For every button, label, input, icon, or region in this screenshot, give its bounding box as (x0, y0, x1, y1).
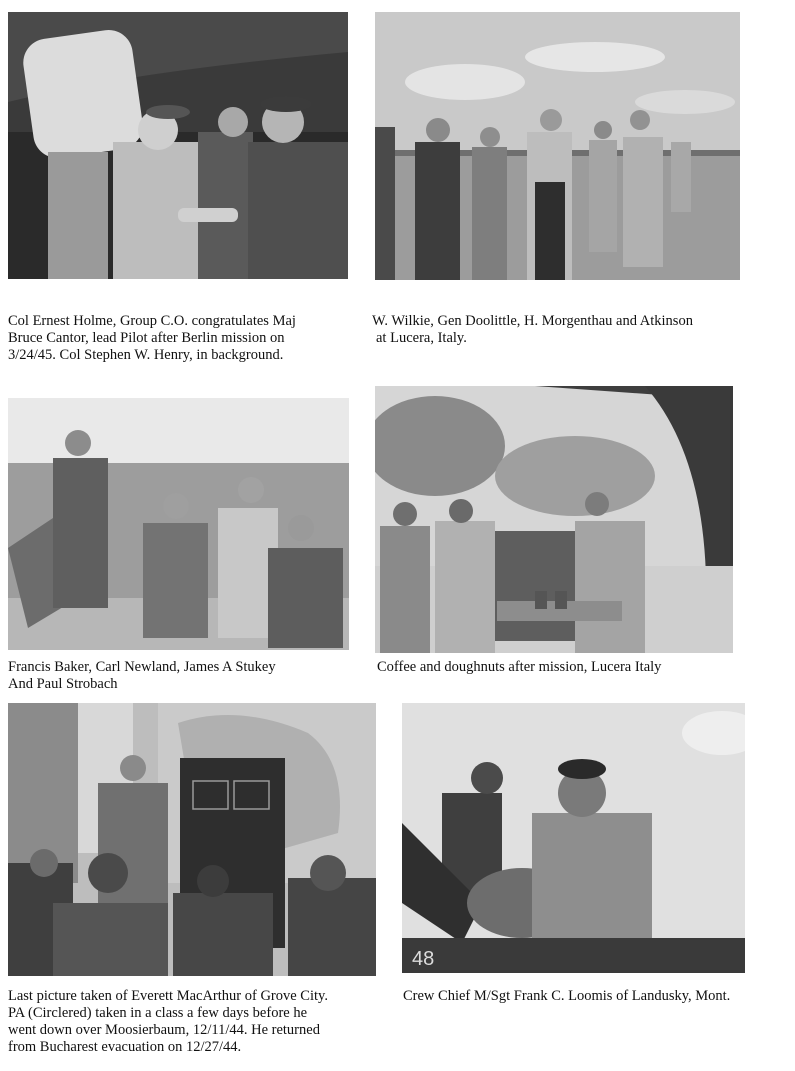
caption-line: And Paul Strobach (8, 676, 118, 692)
caption-macarthur-class (8, 988, 328, 1056)
caption-line: Coffee and doughnuts after mission, Lucera Italy (377, 659, 662, 675)
caption-line: at Lucera, Italy. (376, 330, 467, 346)
photo-wilkie-doolittle (375, 12, 740, 280)
caption-line: Crew Chief M/Sgt Frank C. Loomis of Landusky, Mont. (403, 988, 731, 1004)
photo-baker-newland (8, 398, 349, 650)
caption-wilkie-doolittle (372, 313, 693, 347)
photo-coffee-doughnuts (375, 386, 733, 653)
photo-holme-cantor (8, 12, 348, 279)
caption-line: went down over Moosierbaum, 12/11/44. He returned (8, 1022, 320, 1038)
caption-baker-newland (8, 659, 276, 693)
caption-line: W. Wilkie, Gen Doolittle, H. Morgenthau and Atkinson (372, 313, 693, 329)
caption-line: Bruce Cantor, lead Pilot after Berlin mission on (8, 330, 285, 346)
photo-loomis-crew-chief (402, 703, 745, 973)
caption-line: PA (Circlered) taken in a class a few days before he (8, 1005, 308, 1021)
caption-loomis-crew-chief (403, 988, 730, 1005)
caption-line: 3/24/45. Col Stephen W. Henry, in background. (8, 347, 284, 363)
caption-holme-cantor (8, 313, 296, 364)
photo-macarthur-class (8, 703, 376, 976)
aircraft-number-marking: 48 (412, 948, 435, 970)
caption-line: from Bucharest evacuation on 12/27/44. (8, 1039, 242, 1055)
caption-line: Col Ernest Holme, Group C.O. congratulates Maj (8, 313, 296, 329)
caption-line: Francis Baker, Carl Newland, James A Stukey (8, 659, 276, 675)
caption-coffee-doughnuts (377, 659, 661, 676)
caption-line: Last picture taken of Everett MacArthur of Grove City. (8, 988, 328, 1004)
